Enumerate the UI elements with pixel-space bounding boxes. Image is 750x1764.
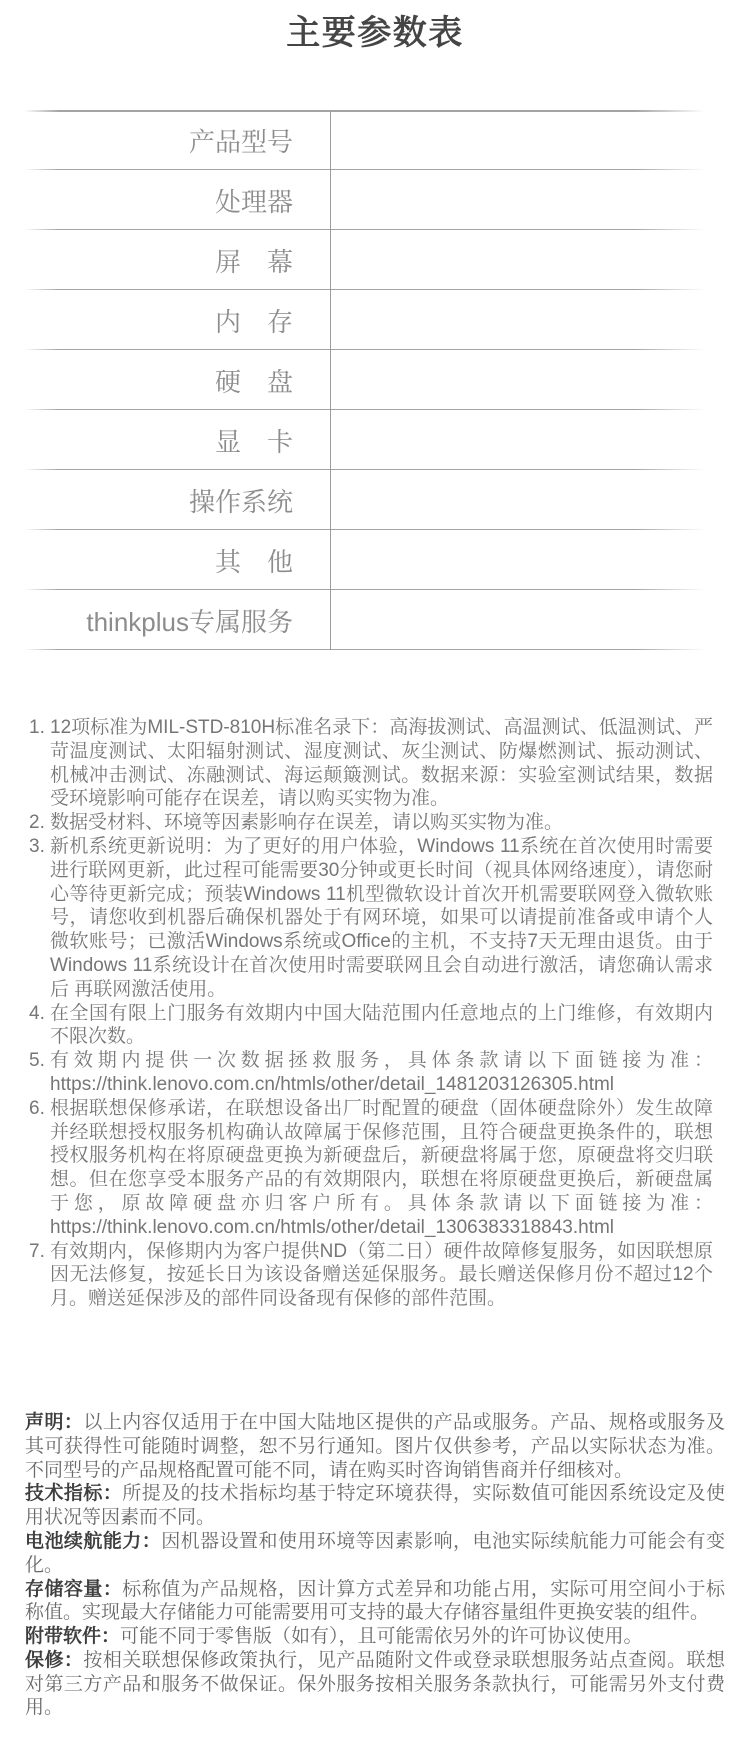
disclaimer-label: 存储容量：: [25, 1578, 123, 1600]
footnote-item-1: [29, 716, 713, 811]
disclaimer-text: 因机器设置和使用环境等因素影响，电池实际续航能力可能会有变化。: [25, 1530, 725, 1576]
footnote-number: 6.: [29, 1097, 45, 1119]
footnote-number: 1.: [29, 717, 45, 738]
footnote-item-5: [29, 1049, 713, 1097]
footnote-text: 根据联想保修承诺，在联想设备出厂时配置的硬盘（固体硬盘除外）发生故障并经联想授权服务机构确认故障属于保修范围，且符合硬盘更换条件的，联想授权服务机构在将原硬盘更换为新硬盘后，新硬盘将属于您，原硬盘将交归联想。但在您享受本服务产品的有效期限内，联想在将原硬盘更换后，新硬盘属于您，原故障硬盘亦归客户所有。具体条款请以下面链接为准： https://think.lenovo.com.cn/htmls/other/detail_1306383318843.html: [50, 1097, 713, 1238]
spec-label: 内 存: [214, 306, 293, 337]
footnote-number: 5.: [29, 1050, 45, 1072]
footnote-number: 7.: [29, 1240, 45, 1262]
disclaimer-label: 电池续航能力：: [25, 1530, 162, 1552]
disclaimer-statement: [25, 1411, 725, 1482]
footnotes-list: [29, 716, 713, 1311]
footnote-item-3: [29, 835, 713, 1002]
table-row-graphics: [24, 410, 726, 470]
spec-label: 处理器: [214, 186, 293, 217]
disclaimer-text: 所提及的技术指标均基于特定环境获得，实际数值可能因系统设定及使用状况等因素而不同。: [25, 1483, 725, 1529]
footnote-item-6: [29, 1097, 713, 1240]
spec-label: 显 卡: [214, 426, 293, 457]
footnote-text: 有效期内，保修期内为客户提供ND（第二日）硬件故障修复服务，如因联想原因无法修复，按延长日为该设备赠送延保服务。最长赠送保修月份不超过12个月。赠送延保涉及的部件同设备现有保修的部件范围。: [50, 1240, 713, 1310]
table-row-other: [24, 530, 726, 590]
spec-label: 操作系统: [188, 486, 293, 517]
footnote-number: 2.: [29, 812, 45, 834]
table-row-hard-disk: [24, 350, 726, 410]
table-row-product-model: [24, 110, 726, 170]
footnote-text: 新机系统更新说明：为了更好的用户体验，Windows 11系统在首次使用时需要进行联网更新，此过程可能需要30分钟或更长时间（视具体网络速度），请您耐心等待更新完成；预装Windows 11机型微软设计首次开机需要联网登入微软账号，请您收到机器后确保机器处于有网环境，如果可以请提前准备或申请个人微软账号；已激活Windows系统或Office的主机，不支持7天无理由退货。由于Windows 11系统设计在首次使用时需要联网且会自动进行激活，请您确认需求后 再联网激活使用。: [50, 835, 713, 1000]
disclaimer-label: 声明：: [25, 1411, 84, 1433]
footnote-text: 12项标准为MIL-STD-810H标准名录下：高海拔测试、高温测试、低温测试、严苛温度测试、太阳辐射测试、湿度测试、灰尘测试、防爆燃测试、振动测试、机械冲击测试、冻融测试、海运颠簸测试。数据来源：实验室测试结果，数据受环境影响可能存在误差，请以购买实物为准。: [50, 717, 713, 810]
disclaimer-storage: [25, 1578, 725, 1626]
disclaimer-text: 以上内容仅适用于在中国大陆地区提供的产品或服务。产品、规格或服务及其可获得性可能随时调整，恕不另行通知。图片仅供参考，产品以实际状态为准。不同型号的产品规格配置可能不同，请在购买时咨询销售商并仔细核对。: [25, 1411, 725, 1481]
disclaimer-label: 保修：: [25, 1649, 84, 1671]
spec-label: 屏 幕: [214, 246, 293, 277]
disclaimer-label: 技术指标：: [25, 1483, 123, 1505]
spec-label: 硬 盘: [214, 366, 293, 397]
footnote-item-4: [29, 1002, 713, 1050]
disclaimer-tech-specs: [25, 1482, 725, 1530]
footnote-text: 有效期内提供一次数据拯救服务，具体条款请以下面链接为准： https://think.lenovo.com.cn/htmls/other/detail_1481203126305.html: [50, 1050, 713, 1095]
spec-label: 其 他: [214, 546, 293, 577]
disclaimer-software: [25, 1625, 725, 1649]
footnote-text: 在全国有限上门服务有效期内中国大陆范围内任意地点的上门维修，有效期内不限次数。: [50, 1002, 713, 1048]
footnote-item-2: [29, 811, 713, 835]
spec-label: thinkplus专属服务: [86, 606, 293, 637]
disclaimer-label: 附带软件：: [25, 1626, 121, 1648]
disclaimer-text: 可能不同于零售版（如有），且可能需依另外的许可协议使用。: [120, 1626, 643, 1648]
disclaimer-section: [25, 1411, 725, 1720]
spec-table: [24, 110, 726, 650]
footnote-item-7: [29, 1240, 713, 1311]
table-row-os: [24, 470, 726, 530]
table-row-thinkplus-service: [24, 590, 726, 650]
footnote-number: 4.: [29, 1002, 45, 1024]
table-row-processor: [24, 170, 726, 230]
disclaimer-warranty: [25, 1649, 725, 1720]
disclaimer-battery: [25, 1530, 725, 1578]
table-row-screen: [24, 230, 726, 290]
spec-label: 产品型号: [188, 126, 293, 157]
disclaimer-text: 标称值为产品规格，因计算方式差异和功能占用，实际可用空间小于标称值。实现最大存储能力可能需要用可支持的最大存储容量组件更换安装的组件。: [25, 1578, 725, 1624]
footnote-number: 3.: [29, 835, 45, 857]
disclaimer-text: 按相关联想保修政策执行，见产品随附文件或登录联想服务站点查阅。联想对第三方产品和服务不做保证。保外服务按相关服务条款执行，可能需另外支付费用。: [25, 1649, 725, 1719]
page-title: 主要参数表: [286, 14, 464, 52]
footnote-text: 数据受材料、环境等因素影响存在误差，请以购买实物为准。: [50, 812, 564, 834]
table-row-memory: [24, 290, 726, 350]
